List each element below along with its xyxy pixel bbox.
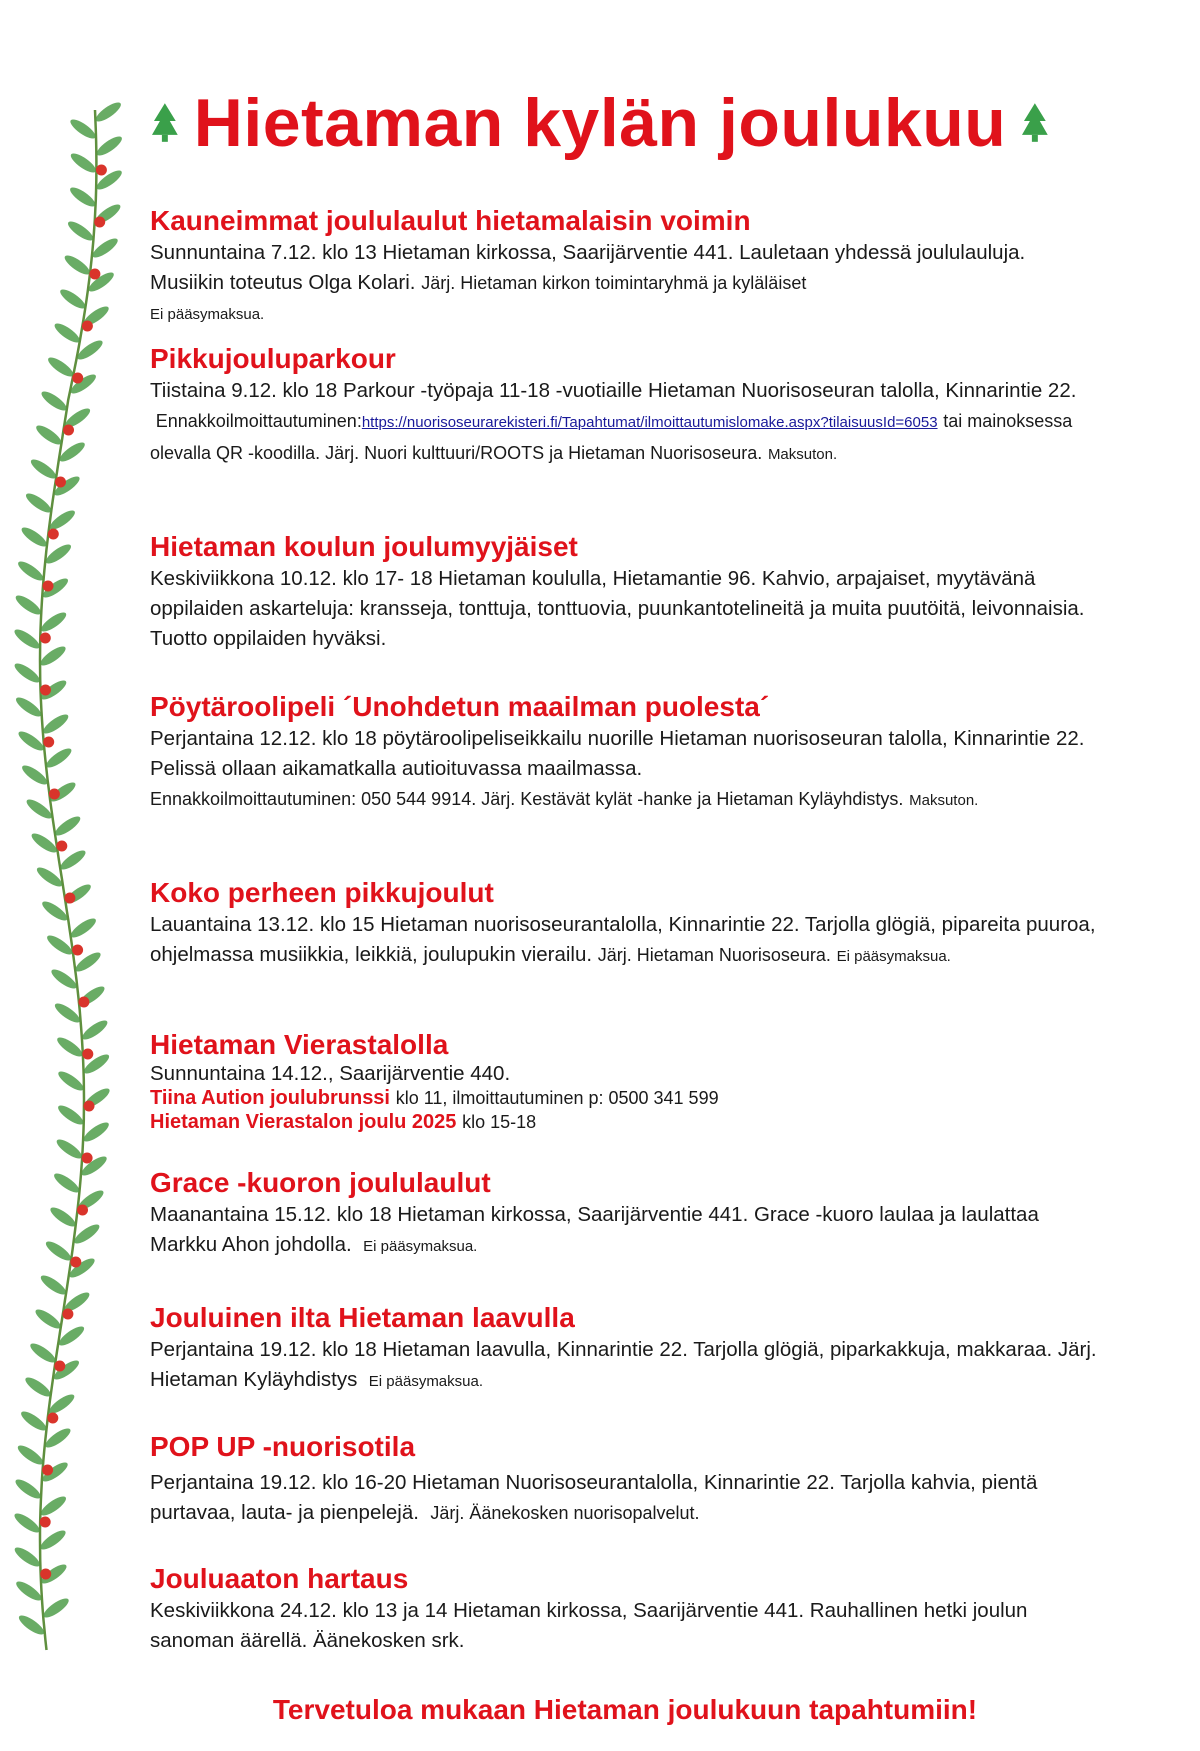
garland-leaf — [38, 1272, 68, 1297]
event-item — [150, 876, 1100, 972]
garland-leaf — [34, 422, 64, 447]
garland-berry — [54, 1361, 65, 1372]
garland-leaf — [38, 609, 68, 634]
garland-leaf — [13, 1476, 43, 1501]
event-title: Pöytäroolipeli ´Unohdetun maailman puolesta´ — [150, 691, 770, 722]
garland-leaf — [58, 286, 88, 311]
event-subitem: Hietaman Vierastalon joulu 2025 klo 15-18 — [150, 1111, 537, 1133]
garland-leaf — [44, 745, 74, 770]
garland-leaf — [46, 354, 76, 379]
garland-leaf — [38, 643, 68, 668]
garland-leaf — [28, 456, 58, 481]
garland-leaf — [52, 1170, 82, 1195]
garland-leaf — [38, 1493, 68, 1518]
garland-leaf — [15, 1442, 45, 1467]
footer-greeting: Tervetuloa mukaan Hietaman joulukuun tapahtumiin! — [272, 1694, 978, 1725]
garland-leaf — [38, 1527, 68, 1552]
garland-leaf — [12, 626, 42, 651]
garland-leaf — [39, 388, 69, 413]
garland-leaf — [56, 1102, 86, 1127]
garland-leaf — [12, 1544, 42, 1569]
event-title: Grace -kuoron joululaulut — [150, 1167, 491, 1198]
event-title: Kauneimmat joululaulut hietamalaisin voimin — [150, 205, 751, 236]
garland-leaf — [12, 660, 42, 685]
garland-berry — [55, 477, 66, 488]
event-description: Sunnuntaina 7.12. klo 13 Hietaman kirkossa, Saarijärventie 441. Lauletaan yhdessä joululauluja. Musiikin toteutus Olga Kolari. Järj. Hietaman kirkon toimintaryhmä ja kyläläiset Ei pääsymaksua. — [150, 241, 1026, 323]
garland-berry — [49, 789, 60, 800]
garland-leaf — [48, 1204, 78, 1229]
garland-leaf — [94, 133, 124, 158]
garland-leaf — [33, 1306, 63, 1331]
event-title: POP UP -nuorisotila — [150, 1431, 416, 1462]
garland-berry — [40, 1517, 51, 1528]
event-title: Hietaman koulun joulumyyjäiset — [150, 531, 578, 562]
event-title: Pikkujouluparkour — [150, 343, 396, 374]
garland-berry — [78, 997, 89, 1008]
garland-leaf — [56, 1068, 86, 1093]
event-description: Sunnuntaina 14.12., Saarijärventie 440. — [150, 1062, 511, 1085]
garland-leaf — [68, 184, 98, 209]
garland-leaf — [68, 150, 98, 175]
garland-leaf — [68, 915, 98, 940]
garland-berry — [40, 685, 51, 696]
garland-leaf — [52, 320, 82, 345]
event-description: Tiistaina 9.12. klo 18 Parkour -työpaja 11-18 -vuotiaille Hietaman Nuorisoseuran talolla, Kinnarintie 22. Ennakkoilmoittautuminen:https://nuorisoseurarekisteri.fi/Tapahtumat/ilmoittautumislomake.aspx?tilaisuusId=6053 tai mainoksessa olevalla QR -koodilla. Järj. Nuori kulttuuri/ROOTS ja Hietaman Nuorisoseura. Maksuton. — [150, 379, 1077, 463]
event-description: Perjantaina 12.12. klo 18 pöytäroolipeliseikkailu nuorille Hietaman nuorisoseuran talolla, Kinnarintie 22. Pelissä ollaan aikamatkalla autioituvassa maailmassa. Ennakkoilmoittautuminen: 050 544 9914. Järj. Kestävät kylät -hanke ja Hietaman Kyläyhdistys. Maksuton. — [150, 727, 1085, 809]
garland-berry — [64, 893, 75, 904]
garland-leaf — [13, 592, 43, 617]
event-item — [150, 342, 1100, 470]
event-item — [150, 1430, 1100, 1528]
event-item — [150, 530, 1100, 654]
garland-berry — [48, 529, 59, 540]
event-subitem: Tiina Aution joulubrunssi klo 11, ilmoittautuminen p: 0500 341 599 — [150, 1087, 719, 1109]
event-description: Perjantaina 19.12. klo 16-20 Hietaman Nuorisoseurantalolla, Kinnarintie 22. Tarjolla kahvia, pientä purtavaa, lauta- ja pienpelejä. Järj. Äänekosken nuorisopalvelut. — [150, 1471, 1038, 1524]
garland-berry — [40, 633, 51, 644]
event-description: Perjantaina 19.12. klo 18 Hietaman laavulla, Kinnarintie 22. Tarjolla glögiä, piparkakkuja, makkaraa. Järj. Hietaman Kyläyhdistys Ei pääsymaksua. — [150, 1338, 1097, 1391]
event-description: Keskiviikkona 10.12. klo 17- 18 Hietaman koululla, Hietamantie 96. Kahvio, arpajaiset, myytävänä oppilaiden askarteluja: kransseja, tonttuja, tonttuovia, puunkantotelineitä ja muita puutöitä, leivonnaisia. Tuotto oppilaiden hyväksi. — [150, 567, 1085, 650]
garland-berry — [43, 737, 54, 748]
garland-leaf — [62, 252, 92, 277]
garland-berry — [56, 841, 67, 852]
garland-leaf — [12, 1510, 42, 1535]
garland-berry — [62, 1309, 73, 1320]
garland-berry — [94, 217, 105, 228]
garland-leaf — [23, 1374, 53, 1399]
garland-leaf — [68, 116, 98, 141]
garland-leaf — [28, 1340, 58, 1365]
garland-berry — [40, 1569, 51, 1580]
garland-berry — [63, 425, 74, 436]
garland-leaf — [53, 813, 83, 838]
event-item — [150, 1028, 1100, 1134]
garland-leaf — [14, 1578, 44, 1603]
garland-leaf — [23, 490, 53, 515]
garland-berry — [42, 1465, 53, 1476]
garland-leaf — [55, 1034, 85, 1059]
event-description: Maanantaina 15.12. klo 18 Hietaman kirkossa, Saarijärventie 441. Grace -kuoro laulaa ja laulattaa Markku Ahon johdolla. Ei pääsymaksua. — [150, 1203, 1039, 1256]
event-title: Koko perheen pikkujoulut — [150, 877, 494, 908]
garland-berry — [84, 1101, 95, 1112]
event-item — [150, 690, 1100, 816]
event-title: Jouluaaton hartaus — [150, 1563, 409, 1594]
garland-berry — [82, 1153, 93, 1164]
garland-berry — [82, 321, 93, 332]
event-item — [150, 1301, 1100, 1397]
garland-leaf — [19, 1408, 49, 1433]
garland-leaf — [19, 524, 49, 549]
christmas-tree-icon — [1020, 101, 1050, 145]
registration-link[interactable]: https://nuorisoseurarekisteri.fi/Tapahtumat/ilmoittautumislomake.aspx?tilaisuusId=6053 — [361, 414, 938, 431]
garland-leaf — [65, 218, 95, 243]
garland-berry — [89, 269, 100, 280]
garland-leaf — [54, 1136, 84, 1161]
event-item — [150, 204, 1100, 328]
garland-berry — [72, 373, 83, 384]
event-description: Lauantaina 13.12. klo 15 Hietaman nuorisoseurantalolla, Kinnarintie 22. Tarjolla glögiä, pipareita puuroa, ohjelmassa musiikkia, leikkiä, joulupukin vierailu. Järj. Hietaman Nuorisoseura. Ei pääsymaksua. — [150, 913, 1096, 966]
garland-berry — [43, 581, 54, 592]
garland-leaf — [80, 1017, 110, 1042]
garland-berry — [96, 165, 107, 176]
event-title: Hietaman Vierastalolla — [150, 1029, 449, 1060]
garland-leaf — [43, 1238, 73, 1263]
garland-berry — [82, 1049, 93, 1060]
garland-leaf — [13, 694, 43, 719]
garland-leaf — [41, 1595, 71, 1620]
event-item — [150, 1166, 1100, 1262]
garland-leaf — [93, 99, 123, 124]
page-header — [150, 78, 1050, 168]
garland-berry — [47, 1413, 58, 1424]
holly-garland-decoration — [0, 0, 140, 1751]
garland-leaf — [81, 1119, 111, 1144]
event-item — [150, 1562, 1100, 1656]
christmas-tree-icon — [150, 101, 180, 145]
garland-berry — [72, 945, 83, 956]
garland-leaf — [16, 558, 46, 583]
garland-leaf — [41, 711, 71, 736]
garland-berry — [70, 1257, 81, 1268]
event-description: Keskiviikkona 24.12. klo 13 ja 14 Hietaman kirkossa, Saarijärventie 441. Rauhallinen hetki joulun sanoman äärellä. Äänekosken srk. — [150, 1599, 1028, 1652]
event-title: Jouluinen ilta Hietaman laavulla — [150, 1302, 575, 1333]
garland-berry — [77, 1205, 88, 1216]
page-title: Hietaman kylän joulukuu — [193, 85, 1007, 161]
